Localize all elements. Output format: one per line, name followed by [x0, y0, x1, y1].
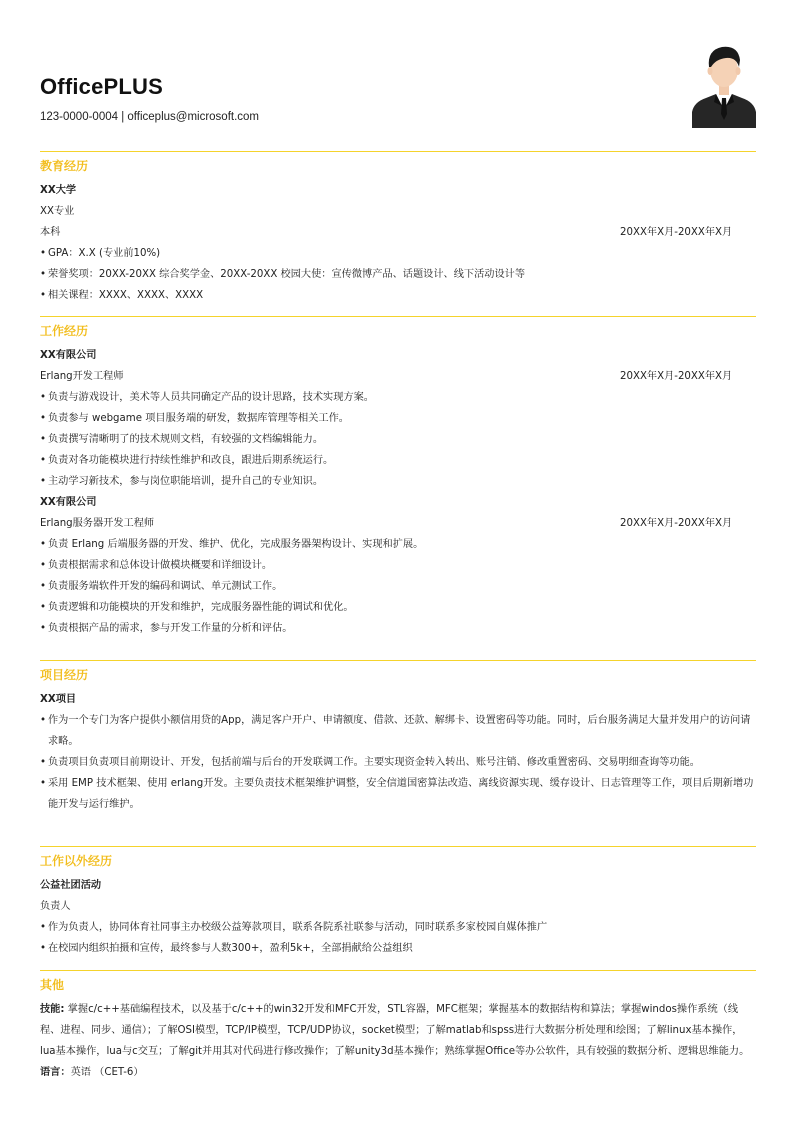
major: XX专业 [40, 206, 75, 217]
job-role: Erlang开发工程师 [40, 371, 124, 382]
company-name: XX有限公司 [40, 350, 97, 361]
list-item: • 负责根据需求和总体设计做模块概要和详细设计。 [40, 555, 756, 576]
skills-paragraph [40, 999, 756, 1062]
job-row [40, 513, 756, 534]
candidate-name: OfficePLUS [40, 74, 164, 99]
org-role: 负责人 [40, 901, 71, 912]
job-date: 20XX年X月-20XX年X月 [620, 371, 733, 382]
outside-section [40, 846, 756, 959]
project-name: XX项目 [40, 694, 77, 705]
contact-info: 123-0000-0004 | officeplus@microsoft.com [40, 111, 260, 123]
skills-text: 掌握c/c++基础编程技术，以及基于c/c++的win32开发和MFC开发，STL容器，MFC框架；掌握基本的数据结构和算法；掌握windos操作系统（线程、进程、同步、通信）；了解OSI模型，TCP/IP模型，TCP/UDP协议，socket模型；了解matlab和spss进行大数据分析处理和绘图；了解linux基本操作，lua基本操作，lua与c交互；了解git并用其对代码进行修改操作；了解unity3d基本操作；熟练掌握Office等办公软件，具有较强的数据分析、逻辑思维能力。 [40, 1004, 750, 1057]
list-item: • 负责项目负责项目前期设计、开发，包括前端与后台的开发联调工作。主要实现资金转入转出、账号注销、修改重置密码、交易明细查询等功能。 [40, 752, 756, 773]
job-role: Erlang服务器开发工程师 [40, 518, 155, 529]
projects-section [40, 660, 756, 815]
list-item: • 负责与游戏设计，美术等人员共同确定产品的设计思路，技术实现方案。 [40, 387, 756, 408]
list-item: • 作为负责人，协同体育社同事主办校级公益筹款项目，联系各院系社联参与活动，同时联系多家校园自媒体推广 [40, 917, 756, 938]
list-item: • 负责根据产品的需求，参与开发工作量的分析和评估。 [40, 618, 756, 639]
other-section [40, 970, 756, 1083]
list-item: • 相关课程：XXXX、XXXX、XXXX [40, 285, 756, 306]
language-label: 语言： [40, 1067, 71, 1078]
other-title: 其他 [40, 978, 65, 992]
projects-title: 项目经历 [40, 668, 89, 682]
list-item: • 采用 EMP 技术框架、使用 erlang开发。主要负责技术框架维护调整，安全信道国密算法改造、离线资源实现、缓存设计、日志管理等工作，项目后期新增功能开发与运行维护。 [40, 773, 756, 815]
list-item: • 负责参与 webgame 项目服务端的研发，数据库管理等相关工作。 [40, 408, 756, 429]
list-item: • 负责撰写清晰明了的技术规则文档，有较强的文档编辑能力。 [40, 429, 756, 450]
list-item: • 荣誉奖项：20XX-20XX 综合奖学金、20XX-20XX 校园大使：宣传微博产品、话题设计、线下活动设计等 [40, 264, 756, 285]
list-item: • 负责服务端软件开发的编码和调试、单元测试工作。 [40, 576, 756, 597]
company-name: XX有限公司 [40, 497, 97, 508]
education-title: 教育经历 [40, 159, 89, 173]
education-section [40, 151, 756, 306]
language-row [40, 1062, 756, 1083]
list-item: • 作为一个专门为客户提供小额信用贷的App，满足客户开户、申请额度、借款、还款、解绑卡、设置密码等功能。同时，后台服务满足大量并发用户的访问请求略。 [40, 710, 756, 752]
job-row [40, 366, 756, 387]
list-item: • 负责对各功能模块进行持续性维护和改良，跟进后期系统运行。 [40, 450, 756, 471]
list-item: • 负责逻辑和功能模块的开发和维护，完成服务器性能的调试和优化。 [40, 597, 756, 618]
language-text: 英语 （CET-6） [70, 1067, 144, 1078]
outside-title: 工作以外经历 [40, 854, 113, 868]
degree: 本科 [40, 227, 61, 238]
school-name: XX大学 [40, 185, 77, 196]
avatar [692, 40, 756, 128]
list-item: • GPA：X.X (专业前10%) [40, 243, 756, 264]
list-item: • 负责 Erlang 后端服务器的开发、维护、优化，完成服务器架构设计、实现和扩展。 [40, 534, 756, 555]
list-item: • 在校园内组织拍摄和宣传，最终参与人数300+，盈利5k+，全部捐献给公益组织 [40, 938, 756, 959]
org-name: 公益社团活动 [40, 880, 102, 891]
job-date: 20XX年X月-20XX年X月 [620, 518, 733, 529]
education-date: 20XX年X月-20XX年X月 [620, 227, 733, 238]
degree-row [40, 222, 756, 243]
work-title: 工作经历 [40, 324, 89, 338]
list-item: • 主动学习新技术，参与岗位职能培训，提升自己的专业知识。 [40, 471, 756, 492]
skills-label: 技能: [40, 1004, 65, 1015]
work-section [40, 316, 756, 639]
